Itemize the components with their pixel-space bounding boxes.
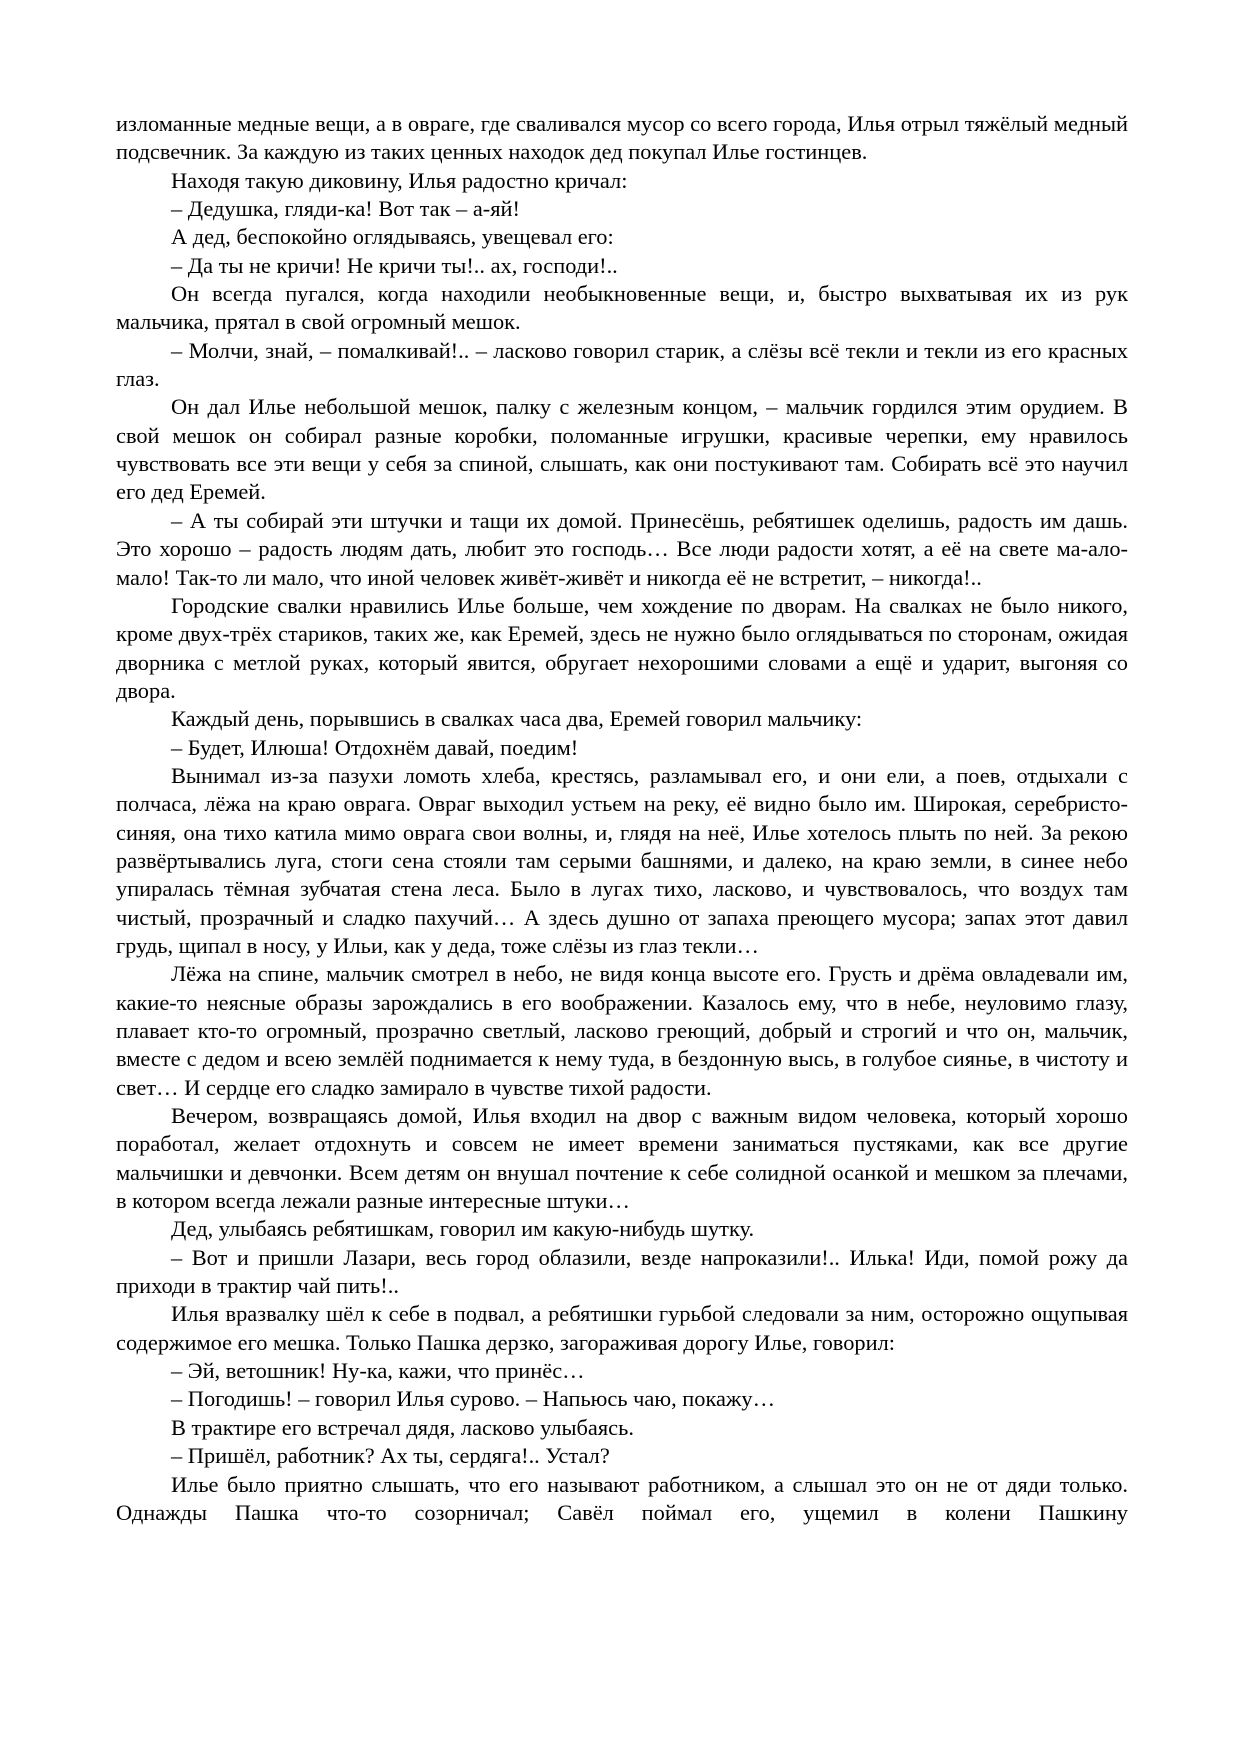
paragraph: изломанные медные вещи, а в овраге, где сваливался мусор со всего города, Илья отрыл тяжёлый медный подсвечник. За каждую из таких ценных находок дед покупал Илье гостинцев.	[116, 111, 1128, 165]
dialogue-line: – Эй, ветошник! Ну-ка, кажи, что принёс…	[171, 1358, 585, 1384]
paragraph: Илье было приятно слышать, что его называют работником, а слышал это он не от дяди только. Однажды Пашка что-то созорничал; Савёл поймал его, ущемил в колени Пашкину	[116, 1471, 1128, 1525]
paragraph: Городские свалки нравились Илье больше, чем хождение по дворам. На свалках не было никого, кроме двух-трёх стариков, таких же, как Еремей, здесь не нужно было оглядываться по сторонам, ожидая дворника с метлой руках, который явится, обругает нехорошими словами а ещё и ударит, выгоняя со двора.	[116, 592, 1128, 703]
paragraph: Вынимал из-за пазухи ломоть хлеба, крестясь, разламывал его, и они ели, а поев, отдыхали с полчаса, лёжа на краю оврага. Овраг выходил устьем на реку, её видно было им. Широкая, серебристо-синяя, она тихо катила мимо оврага свои волны, и, глядя на неё, Илье хотелось плыть по ней. За рекою развёртывались луга, стоги сена стояли там серыми башнями, и далеко, на краю земли, в синее небо упиралась тёмная зубчатая стена леса. Было в лугах тихо, ласково, и чувствовалось, что воздух там чистый, прозрачный и сладко пахучий… А здесь душно от запаха преющего мусора; запах этот давил грудь, щипал в носу, у Ильи, как у деда, тоже слёзы из глаз текли…	[116, 762, 1128, 958]
dialogue-line: – Будет, Илюша! Отдохнём давай, поедим!	[171, 734, 579, 760]
paragraph: Он дал Илье небольшой мешок, палку с железным концом, – мальчик гордился этим орудием. В свой мешок он собирал разные коробки, поломанные игрушки, красивые черепки, ему нравилось чувствовать все эти вещи у себя за спиной, слышать, как они постукивают там. Собирать всё это научил его дед Еремей.	[116, 394, 1128, 505]
paragraph: Он всегда пугался, когда находили необыкновенные вещи, и, быстро выхватывая их из рук мальчика, прятал в свой огромный мешок.	[116, 281, 1128, 335]
dialogue-line: – Погодишь! – говорил Илья сурово. – Напьюсь чаю, покажу…	[171, 1386, 775, 1412]
dialogue-line: – Да ты не кричи! Не кричи ты!.. ах, господи!..	[171, 252, 618, 278]
paragraph: Дед, улыбаясь ребятишкам, говорил им какую-нибудь шутку.	[171, 1216, 755, 1242]
body-text	[116, 110, 1128, 1527]
paragraph: Илья вразвалку шёл к себе в подвал, а ребятишки гурьбой следовали за ним, осторожно ощупывая содержимое его мешка. Только Пашка дерзко, загораживая дорогу Илье, говорил:	[116, 1301, 1128, 1355]
paragraph: В трактире его встречал дядя, ласково улыбаясь.	[171, 1414, 634, 1440]
dialogue-line: – Молчи, знай, – помалкивай!.. – ласково говорил старик, а слёзы всё текли и текли из его красных глаз.	[116, 337, 1128, 392]
dialogue-line: – Вот и пришли Лазари, весь город облазили, везде напроказили!.. Илька! Иди, помой рожу да приходи в трактир чай пить!..	[116, 1244, 1128, 1299]
paragraph: Находя такую диковину, Илья радостно кричал:	[171, 167, 628, 193]
dialogue-line: – Пришёл, работник? Ах ты, сердяга!.. Устал?	[171, 1443, 610, 1469]
dialogue-line: – Дедушка, гляди-ка! Вот так – а-яй!	[171, 196, 520, 222]
paragraph: Вечером, возвращаясь домой, Илья входил на двор с важным видом человека, который хорошо поработал, желает отдохнуть и совсем не имеет времени заниматься пустяками, как все другие мальчишки и девчонки. Всем детям он внушал почтение к себе солидной осанкой и мешком за плечами, в котором всегда лежали разные интересные штуки…	[116, 1103, 1128, 1214]
paragraph: Каждый день, порывшись в свалках часа два, Еремей говорил мальчику:	[171, 706, 863, 732]
paragraph: Лёжа на спине, мальчик смотрел в небо, не видя конца высоте его. Грусть и дрёма овладевали им, какие-то неясные образы зарождались в его воображении. Казалось ему, что в небе, неуловимо глазу, плавает кто-то огромный, прозрачно светлый, ласково греющий, добрый и строгий и что он, мальчик, вместе с дедом и всею землёй поднимается к нему туда, в бездонную высь, в голубое сиянье, в чистоту и свет… И сердце его сладко замирало в чувстве тихой радости.	[116, 961, 1128, 1100]
paragraph: А дед, беспокойно оглядываясь, увещевал его:	[171, 224, 614, 250]
dialogue-line: – А ты собирай эти штучки и тащи их домой. Принесёшь, ребятишек оделишь, радость им дашь. Это хорошо – радость людям дать, любит это господь… Все люди радости хотят, а её на свете ма-ало-мало! Так-то ли мало, что иной человек живёт-живёт и никогда её не встретит, – никогда!..	[116, 507, 1128, 590]
